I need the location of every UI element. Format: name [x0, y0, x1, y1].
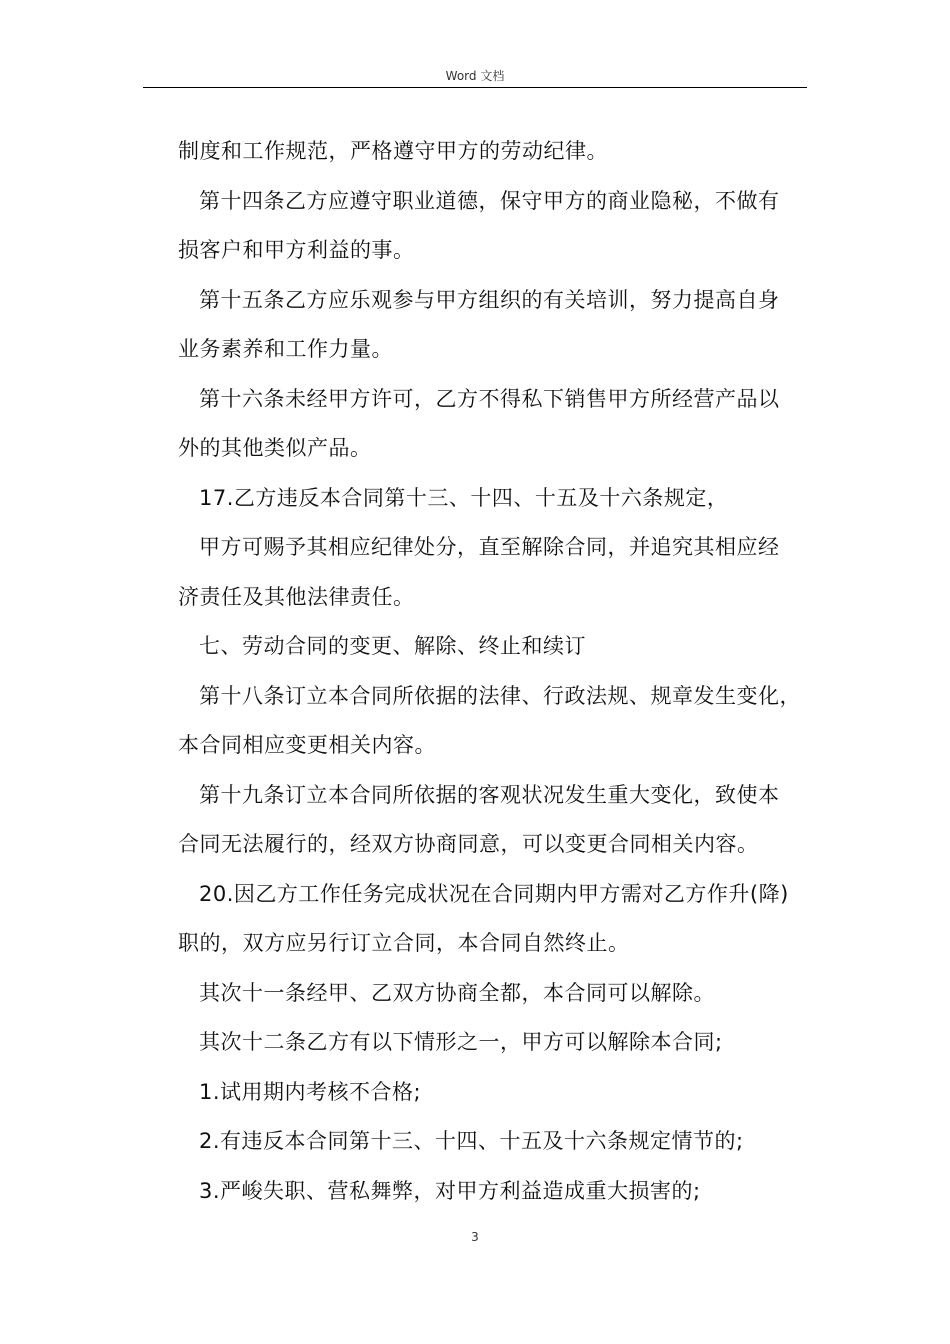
- page-header-title: Word 文档: [445, 69, 505, 83]
- paragraph-line: 制度和工作规范，严格遵守甲方的劳动纪律。: [178, 139, 608, 163]
- paragraph-line: 损客户和甲方利益的事。: [178, 238, 415, 262]
- paragraph-line: 第十四条乙方应遵守职业道德，保守甲方的商业隐秘，不做有: [199, 188, 780, 213]
- paragraph-line: 其次十二条乙方有以下情形之一，甲方可以解除本合同;: [199, 1030, 723, 1054]
- paragraph-line: 17.乙方违反本合同第十三、十四、十五及十六条规定，: [199, 485, 729, 510]
- paragraph-line: 第十九条订立本合同所依据的客观状况发生重大变化，致使本: [199, 782, 780, 807]
- paragraph-line: 20.因乙方工作任务完成状况在合同期内甲方需对乙方作升(降): [199, 881, 789, 906]
- paragraph-line: 本合同相应变更相关内容。: [178, 733, 436, 757]
- paragraph-line: 外的其他类似产品。: [178, 436, 372, 460]
- list-item: 3.严峻失职、营私舞弊，对甲方利益造成重大损害的;: [199, 1178, 701, 1203]
- paragraph-line: 济责任及其他法律责任。: [178, 584, 415, 609]
- paragraph-line: 合同无法履行的，经双方协商同意，可以变更合同相关内容。: [178, 832, 759, 856]
- header-divider: [143, 87, 807, 88]
- document-body: [178, 127, 818, 1216]
- list-item: 1.试用期内考核不合格;: [199, 1079, 422, 1104]
- paragraph-line: 职的，双方应另行订立合同，本合同自然终止。: [178, 931, 630, 955]
- paragraph-line: 其次十一条经甲、乙双方协商全都，本合同可以解除。: [199, 980, 715, 1005]
- paragraph-line: 甲方可赐予其相应纪律处分，直至解除合同，并追究其相应经: [199, 535, 780, 559]
- paragraph-line: 业务素养和工作力量。: [178, 337, 393, 361]
- page-number: 3: [471, 1230, 479, 1244]
- paragraph-line: 第十八条订立本合同所依据的法律、行政法规、规章发生变化，: [199, 683, 801, 708]
- paragraph-line: 第十六条未经甲方许可，乙方不得私下销售甲方所经营产品以: [199, 386, 780, 411]
- paragraph-line: 第十五条乙方应乐观参与甲方组织的有关培训，努力提高自身: [199, 287, 780, 312]
- list-item: 2.有违反本合同第十三、十四、十五及十六条规定情节的;: [199, 1129, 744, 1153]
- section-heading: 七、劳动合同的变更、解除、终止和续订: [199, 634, 586, 658]
